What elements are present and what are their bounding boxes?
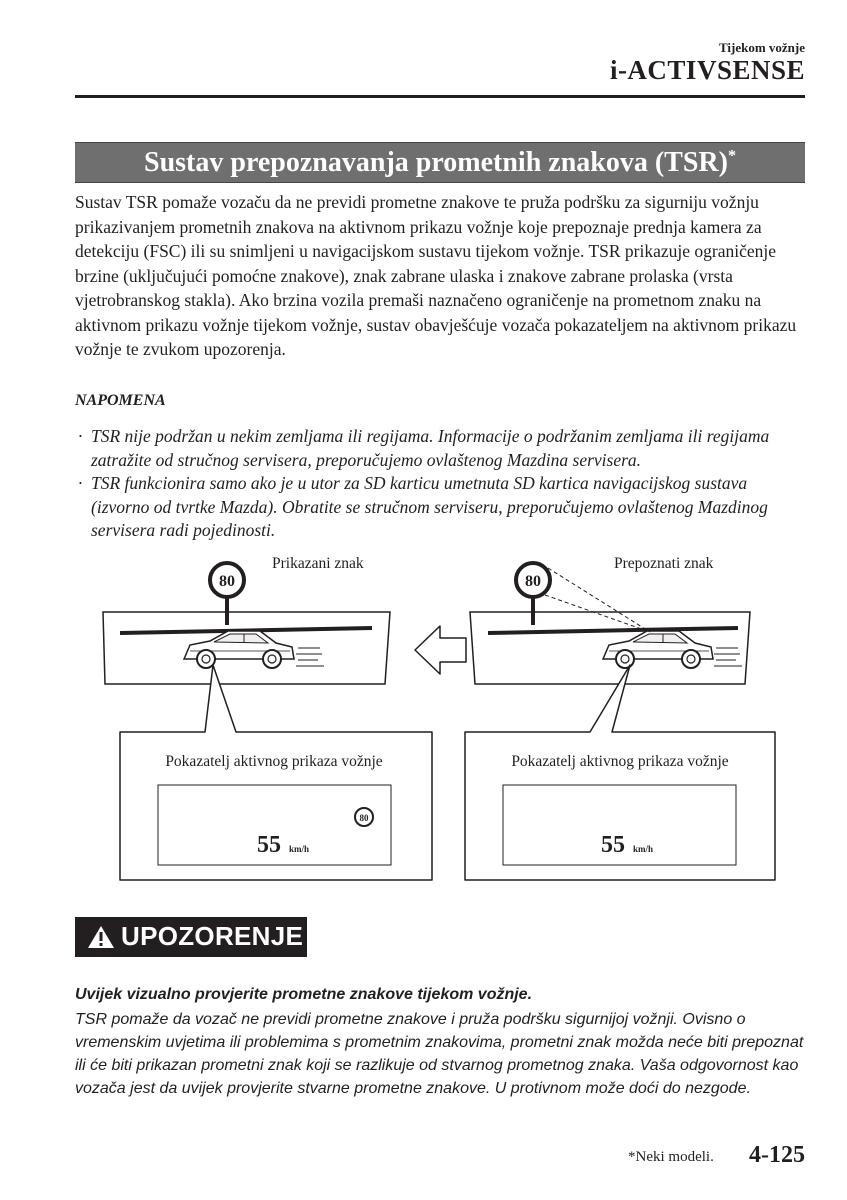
right-speed-value: 55 (601, 832, 625, 858)
section-title-footnote-mark: * (727, 147, 736, 165)
warning-text: TSR pomaže da vozač ne previdi prometne znakove i pruža podršku sigurnijoj vožnji. Ovisno o vremenskim uvjetima ili problemima s prometnim znakovima, prometni znak možda neće biti prepoznat ili će biti prikazan prometni znak koji se razlikuje od stvarnog prometnog znaka. Vaša odgovornost kao vozača jest da uvijek provjerite stvarne prometne znakove. U protivnom može doći do nezgode. (75, 1011, 804, 1097)
right-display-label: Pokazatelj aktivnog prikaza vožnje (511, 753, 729, 770)
left-speed-value: 55 (257, 832, 281, 858)
note-item (78, 425, 808, 472)
warning-triangle-icon (87, 925, 115, 949)
footnote: *Neki modeli. (628, 1149, 714, 1165)
header-rule (75, 95, 805, 98)
header-chapter-title: i-ACTIVSENSE (609, 55, 805, 85)
header-section-title: Tijekom vožnje (718, 40, 805, 55)
left-speed-unit: km/h (289, 844, 310, 854)
note-item (78, 472, 808, 543)
note-bullet: · (78, 473, 83, 493)
note-list (78, 425, 808, 543)
note-item-text: TSR funkcionira samo ako je u utor za SD karticu umetnuta SD kartica navigacijskog sustava (izvorno od tvrtke Mazda). Obratite se stručnom serviseru, preporučujemo ovlaštenog Mazdinog servisera radi pojedinosti. (91, 473, 768, 540)
note-item-text: TSR nije podržan u nekim zemljama ili regijama. Informacije o podržanim zemljama ili regijama zatražite od stručnog servisera, preporučujemo ovlaštenog Mazdina servisera. (91, 426, 770, 470)
warning-box (75, 917, 307, 957)
left-label: Prikazani znak (272, 555, 364, 572)
left-arrow-icon (415, 626, 466, 674)
note-bullet: · (78, 426, 83, 446)
left-display-label: Pokazatelj aktivnog prikaza vožnje (165, 753, 383, 770)
warning-heading: Uvijek vizualno provjerite prometne znakove tijekom vožnje. (75, 986, 533, 1003)
right-label: Prepoznati znak (614, 555, 714, 572)
section-title: Sustav prepoznavanja prometnih znakova (TSR) (144, 147, 728, 178)
right-sign-value: 80 (525, 573, 541, 590)
right-speed-unit: km/h (633, 844, 654, 854)
page-number: 4-125 (749, 1142, 805, 1168)
displayed-sign-value: 80 (359, 813, 369, 823)
note-title: NAPOMENA (75, 392, 166, 409)
tsr-diagram (0, 545, 847, 900)
left-sign-value: 80 (219, 573, 235, 590)
section-title-bar (75, 142, 805, 183)
warning-label: UPOZORENJE (121, 921, 304, 951)
intro-paragraph: Sustav TSR pomaže vozaču da ne previdi prometne znakove te pruža podršku za sigurniju vožnju prikazivanjem prometnih znakova na aktivnom prikazu vožnje koje prepoznaje prednja kamera za detekciju (FSC) ili su snimljeni u navigacijskom sustavu tijekom vožnje. TSR prikazuje ograničenje brzine (uključujući pomoćne znakove), znak zabrane ulaska i znakove zabrane prolaska (vrsta vjetrobranskog stakla). Ako brzina vozila premaši naznačeno ograničenje na prometnom znaku na aktivnom prikazu vožnje tijekom vožnje, sustav obavješćuje vozača pokazateljem na aktivnom prikazu vožnje te zvukom upozorenja. (75, 192, 797, 359)
